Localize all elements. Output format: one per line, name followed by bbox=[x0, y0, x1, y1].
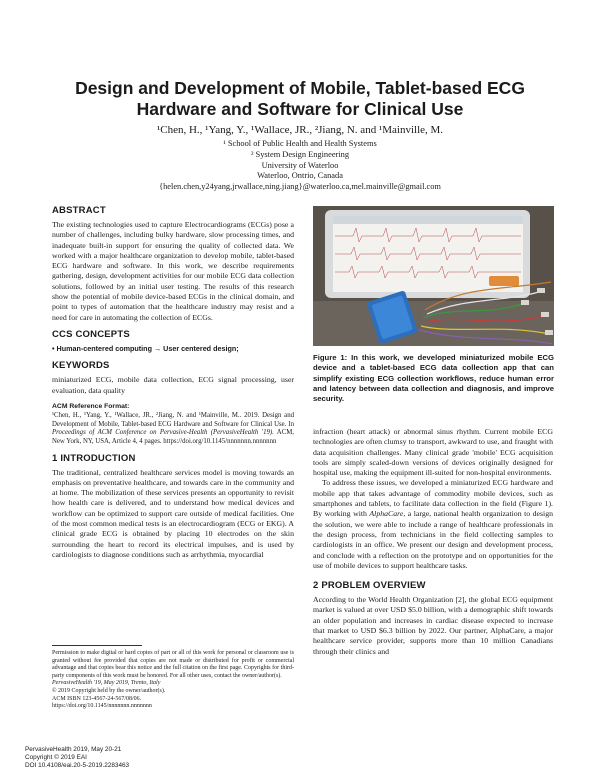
alphacare-name: AlphaCare bbox=[369, 509, 404, 519]
permission-text: Permission to make digital or hard copies of part or all of this work for personal or classroom use is granted without fee provided that copies are not made or distributed for profit or commercial advantage and that copies bear this notice and the full citation on the first page. Copyrights for third-party components of this work must be honored. For all other uses, contact the owner/author(s). bbox=[52, 650, 294, 679]
figure-caption: Figure 1: In this work, we developed miniaturized mobile ECG device and a tablet-based ECG data collection app that can simplify existing ECG collection workflows, reduce human error and latency between data collection and diagnosis, and improve security. bbox=[313, 353, 554, 404]
introduction-continued: infraction (heart attack) or abnormal sinus rhythm. Current mobile ECG technologies are often clumsy to transport, awkward to use, and fraught with data acquisition challenges. Many clinical grade 'mobile' ECG acquisition tools are simply scaled-down versions of devices originally designed for hospital use, making the equipment ill-suited for non-hospital environments. bbox=[313, 427, 553, 478]
footnote-rule bbox=[52, 645, 142, 646]
affiliation-line: ¹ School of Public Health and Health Systems bbox=[223, 139, 377, 148]
problem-overview-heading: 2 PROBLEM OVERVIEW bbox=[313, 580, 426, 592]
venue-note: PervasiveHealth '19, May 2019, Trento, Italy bbox=[52, 680, 161, 687]
reference-format-heading: ACM Reference Format: bbox=[52, 402, 130, 410]
abstract-heading: ABSTRACT bbox=[52, 205, 106, 216]
affiliations bbox=[60, 139, 540, 193]
affiliation-line: Waterloo, Ontrio, Canada bbox=[257, 171, 343, 181]
affiliation-line: University of Waterloo bbox=[261, 160, 339, 170]
reference-format-text bbox=[52, 412, 294, 446]
isbn-note: ACM ISBN 123-4567-24-567/08/06. bbox=[52, 695, 142, 702]
ccs-text: • Human-centered computing → User centered design; bbox=[52, 343, 239, 353]
reference-authors: ¹Chen, H., ¹Yang, Y., ¹Wallace, JR., ²Jiang, N. and ¹Mainville, M.. 2019. Design and Development of Mobile, Tablet-based ECG Hardware and Software for Clinical Use. In bbox=[52, 412, 294, 428]
conference-line-3: DOI 10.4108/eai.20-5-2019.2283463 bbox=[25, 762, 130, 770]
tablet-ecg-photo bbox=[313, 206, 554, 346]
title-line-2: Hardware and Software for Clinical Use bbox=[136, 99, 464, 119]
introduction-paragraph-2: To address these issues, we developed a miniaturized ECG hardware and mobile app that takes advantage of commodity mobile devices, such as smartphones and tablets, to facilitate data collection in the field (Figure 1). By working with AlphaCare, a large, national health organization to design the solution, we were able to include a range of healthcare professionals in the design process, from technicians in the field collecting samples to cardiologists in an office. We present our design and development process, and conclude with a reflection on the prototype and on opportunities for the use of mobile devices to support healthcare tasks. bbox=[313, 478, 553, 570]
keywords-text: miniaturized ECG, mobile data collection, ECG signal processing, user evaluation, data quality bbox=[52, 375, 294, 395]
reference-venue: Proceedings of ACM Conference on Pervasive-Health (PervasiveHealth '19). bbox=[52, 429, 274, 437]
title-line-1: Design and Development of Mobile, Tablet-based ECG bbox=[75, 78, 525, 98]
conference-line-2: Copyright © 2019 EAI bbox=[25, 754, 87, 762]
problem-overview-text: According to the World Health Organization [2], the global ECG equipment market is valued at over USD $5.0 billion, with a demographic shift towards an older population and increases in cardiac disease expected to increase that market to USD $6.3 billion by 2022. Our partner, AlphaCare, a major healthcare service provider, supports more than 10 million Canadians through their clinics and bbox=[313, 595, 553, 656]
keywords-heading: KEYWORDS bbox=[52, 360, 110, 372]
affiliation-line: ² System Design Engineering bbox=[250, 149, 350, 159]
left-column bbox=[52, 205, 294, 560]
copyright-note: © 2019 Copyright held by the owner/author(s). bbox=[52, 687, 166, 694]
figure-photo bbox=[313, 206, 554, 346]
permission-footnote bbox=[52, 650, 294, 711]
abstract-text: The existing technologies used to capture Electrocardiograms (ECGs) pose a number of challenges, including bulky hardware, slow processing times, and inadequate built-in support for ensuring the quality of collected data. We worked with a major healthcare organization to develop mobile, tablet-based ECG hardware and software. In this work, we describe requirements gathering, design, development activities for our mobile ECG data collection solutions, followed by an initial user testing. The results of this research show the potential of mobile device-based ECGs in the clinical domain, and point to types of automation that the healthcare industry may resist and a need for care in automating the collection of ECGs. bbox=[52, 220, 294, 322]
conference-line-1: PervasiveHealth 2019, May 20-21 bbox=[25, 746, 122, 753]
reference-rest: ACM, New York, NY, USA, Article 4, 4 pages. https://doi.org/10.1145/nnnnnnn.nnnnnnn bbox=[52, 429, 294, 445]
conference-footer bbox=[25, 746, 129, 771]
author-list: ¹Chen, H., ¹Yang, Y., ¹Wallace, JR., ²Jiang, N. and ¹Mainville, M. bbox=[156, 124, 444, 136]
introduction-text: The traditional, centralized healthcare services model is moving towards an emphasis on preventative healthcare, and towards care in the community and at home. The mobilization of these services presents an opportunity to revisit how health care is delivered, and to understand how medical devices and workflow can be optimized to support care outside of medical facilities. One of the most common medical tests is an electrocardiogram (ECG or EKG). A clinical grade ECG is obtained by placing 10 electrodes on the skin surrounding the heart to record its electrical impulses, and is used by cardiologists to diagnose conditions such as arrhythmia, myocardial bbox=[52, 467, 294, 559]
right-column bbox=[313, 427, 553, 657]
author-emails: {helen.chen,y24yang,jrwallace,ning.jiang}@waterloo.ca,mel.mainville@gmail.com bbox=[159, 182, 441, 192]
doi-note: https://doi.org/10.1145/nnnnnnn.nnnnnnn bbox=[52, 703, 152, 710]
paper-title bbox=[60, 78, 540, 120]
ccs-heading: CCS CONCEPTS bbox=[52, 328, 130, 340]
introduction-heading: 1 INTRODUCTION bbox=[52, 452, 136, 464]
